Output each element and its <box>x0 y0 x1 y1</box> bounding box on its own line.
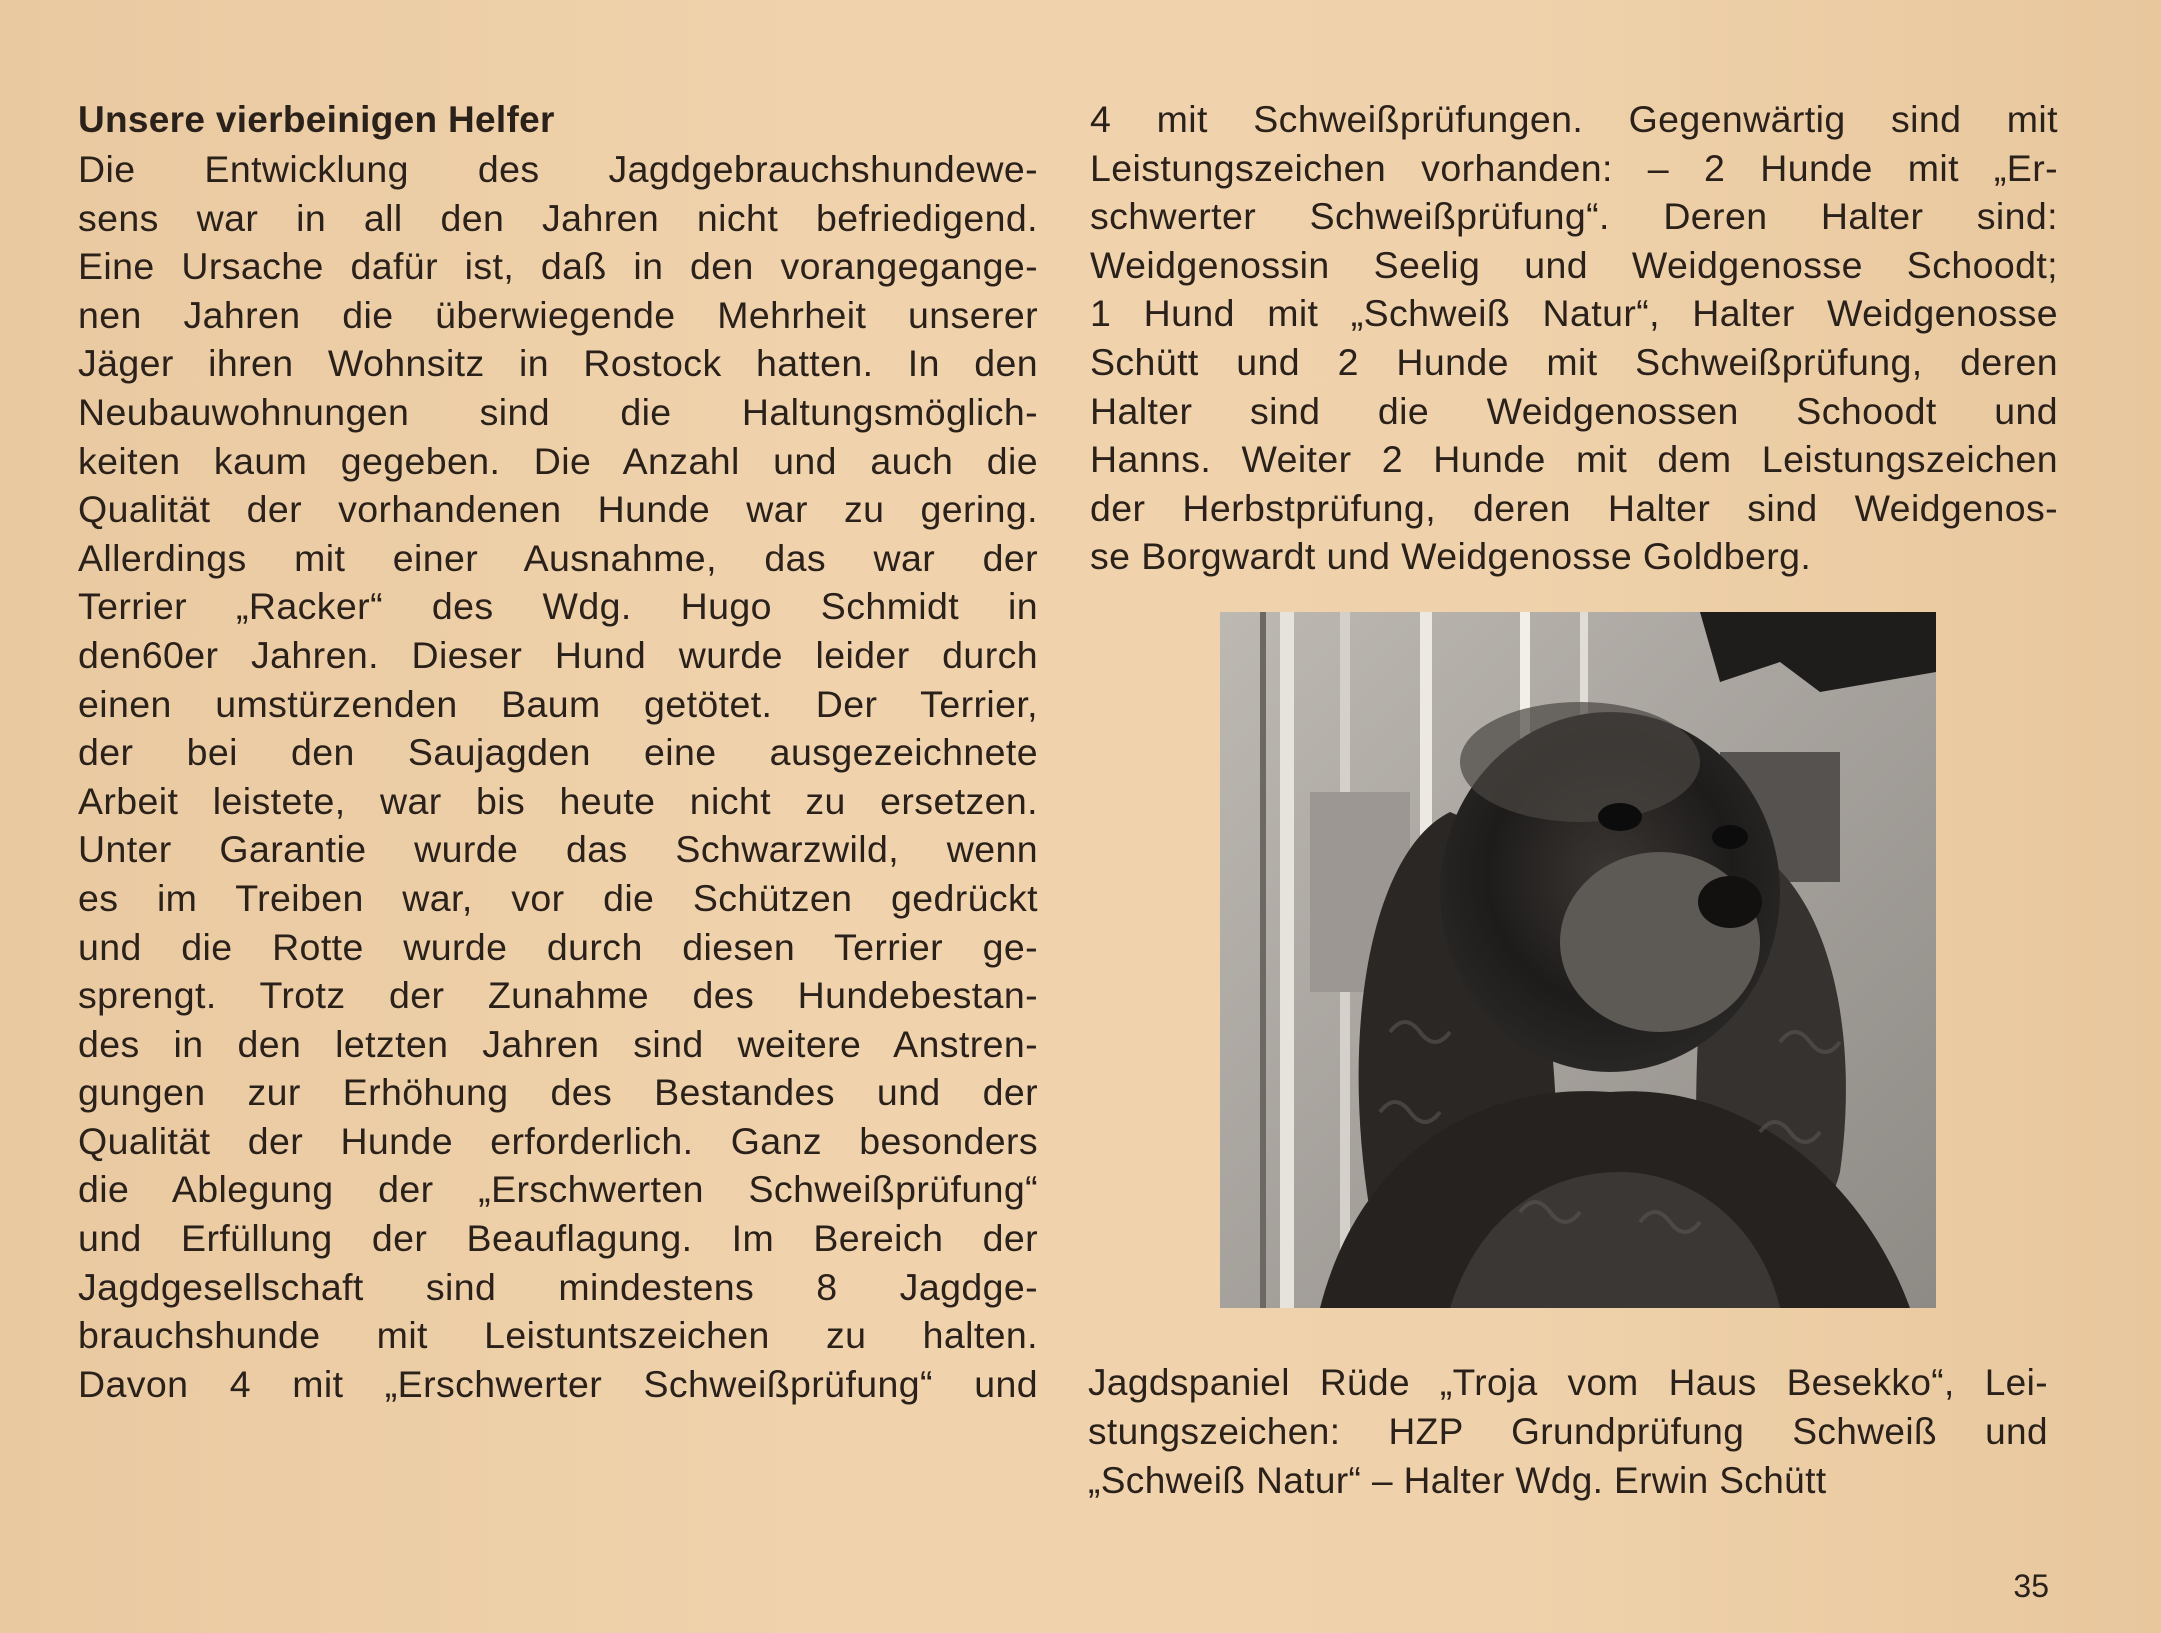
text-line: den60er Jahren. Dieser Hund wurde leider durch <box>78 633 1038 676</box>
text-line: Qualität der Hunde erforderlich. Ganz besonders <box>78 1119 1038 1162</box>
text-line: des in den letzten Jahren sind weitere Anstren- <box>78 1022 1038 1065</box>
text-line: einen umstürzenden Baum getötet. Der Terrier, <box>78 682 1038 725</box>
text-line: Die Entwicklung des Jagdgebrauchshundewe- <box>78 148 1038 190</box>
text-line: Jagdgesellschaft sind mindestens 8 Jagdge- <box>78 1265 1038 1308</box>
right-column <box>1090 95 2058 581</box>
text-line: brauchshunde mit Leistuntszeichen zu halten. <box>78 1314 1038 1357</box>
text-line: nen Jahren die überwiegende Mehrheit unserer <box>78 293 1038 336</box>
text-line: der bei den Saujagden eine ausgezeichnete <box>78 731 1038 774</box>
text-line: 4 mit Schweißprüfungen. Gegenwärtig sind mit <box>1090 98 2058 140</box>
text-line: Hanns. Weiter 2 Hunde mit dem Leistungszeichen <box>1090 438 2058 481</box>
text-line: Unter Garantie wurde das Schwarzwild, wenn <box>78 828 1038 871</box>
text-line: Davon 4 mit „Erschwerter Schweißprüfung“ und <box>78 1362 1038 1405</box>
text-line: Schütt und 2 Hunde mit Schweißprüfung, deren <box>1090 340 2058 383</box>
text-line: 1 Hund mit „Schweiß Natur“, Halter Weidgenosse <box>1090 292 2058 335</box>
caption-line: „Schweiß Natur“ – Halter Wdg. Erwin Schütt <box>1088 1460 1827 1501</box>
text-line: Leistungszeichen vorhanden: – 2 Hunde mit „Er- <box>1090 146 2058 189</box>
text-line: der Herbstprüfung, deren Halter sind Weidgenos- <box>1090 486 2058 529</box>
left-column <box>78 95 1038 1408</box>
text-line: die Ablegung der „Erschwerten Schweißprüfung“ <box>78 1168 1038 1211</box>
caption-line: Jagdspaniel Rüde „Troja vom Haus Besekko“, Lei- <box>1088 1362 2048 1403</box>
section-heading: Unsere vierbeinigen Helfer <box>78 99 555 140</box>
caption-line: stungszeichen: HZP Grundprüfung Schweiß und <box>1088 1411 2048 1452</box>
dog-photo <box>1220 612 1936 1308</box>
text-line: gungen zur Erhöhung des Bestandes und der <box>78 1071 1038 1114</box>
photo-caption <box>1088 1358 2048 1505</box>
text-line: sprengt. Trotz der Zunahme des Hundebestan- <box>78 974 1038 1017</box>
text-line: und die Rotte wurde durch diesen Terrier ge- <box>78 925 1038 968</box>
text-line: Qualität der vorhandenen Hunde war zu gering. <box>78 488 1038 531</box>
page-number: 35 <box>2013 1568 2049 1604</box>
text-line: es im Treiben war, vor die Schützen gedrückt <box>78 876 1038 919</box>
text-line: Halter sind die Weidgenossen Schoodt und <box>1090 389 2058 432</box>
text-line: Neubauwohnungen sind die Haltungsmöglich- <box>78 390 1038 433</box>
left-column-body <box>78 145 1038 1408</box>
spaniel-dog-photo-icon <box>1220 612 1936 1308</box>
text-line: Arbeit leistete, war bis heute nicht zu ersetzen. <box>78 779 1038 822</box>
text-line: Jäger ihren Wohnsitz in Rostock hatten. In den <box>78 342 1038 385</box>
text-line: schwerter Schweißprüfung“. Deren Halter sind: <box>1090 195 2058 238</box>
text-line: keiten kaum gegeben. Die Anzahl und auch die <box>78 439 1038 482</box>
text-line: Allerdings mit einer Ausnahme, das war der <box>78 536 1038 579</box>
text-line: Weidgenossin Seelig und Weidgenosse Schoodt; <box>1090 243 2058 286</box>
text-line: Terrier „Racker“ des Wdg. Hugo Schmidt in <box>78 585 1038 628</box>
text-line: sens war in all den Jahren nicht befriedigend. <box>78 196 1038 239</box>
text-line: se Borgwardt und Weidgenosse Goldberg. <box>1090 535 1812 578</box>
text-line: und Erfüllung der Beauflagung. Im Bereich der <box>78 1217 1038 1260</box>
text-line: Eine Ursache dafür ist, daß in den vorangegange- <box>78 245 1038 288</box>
